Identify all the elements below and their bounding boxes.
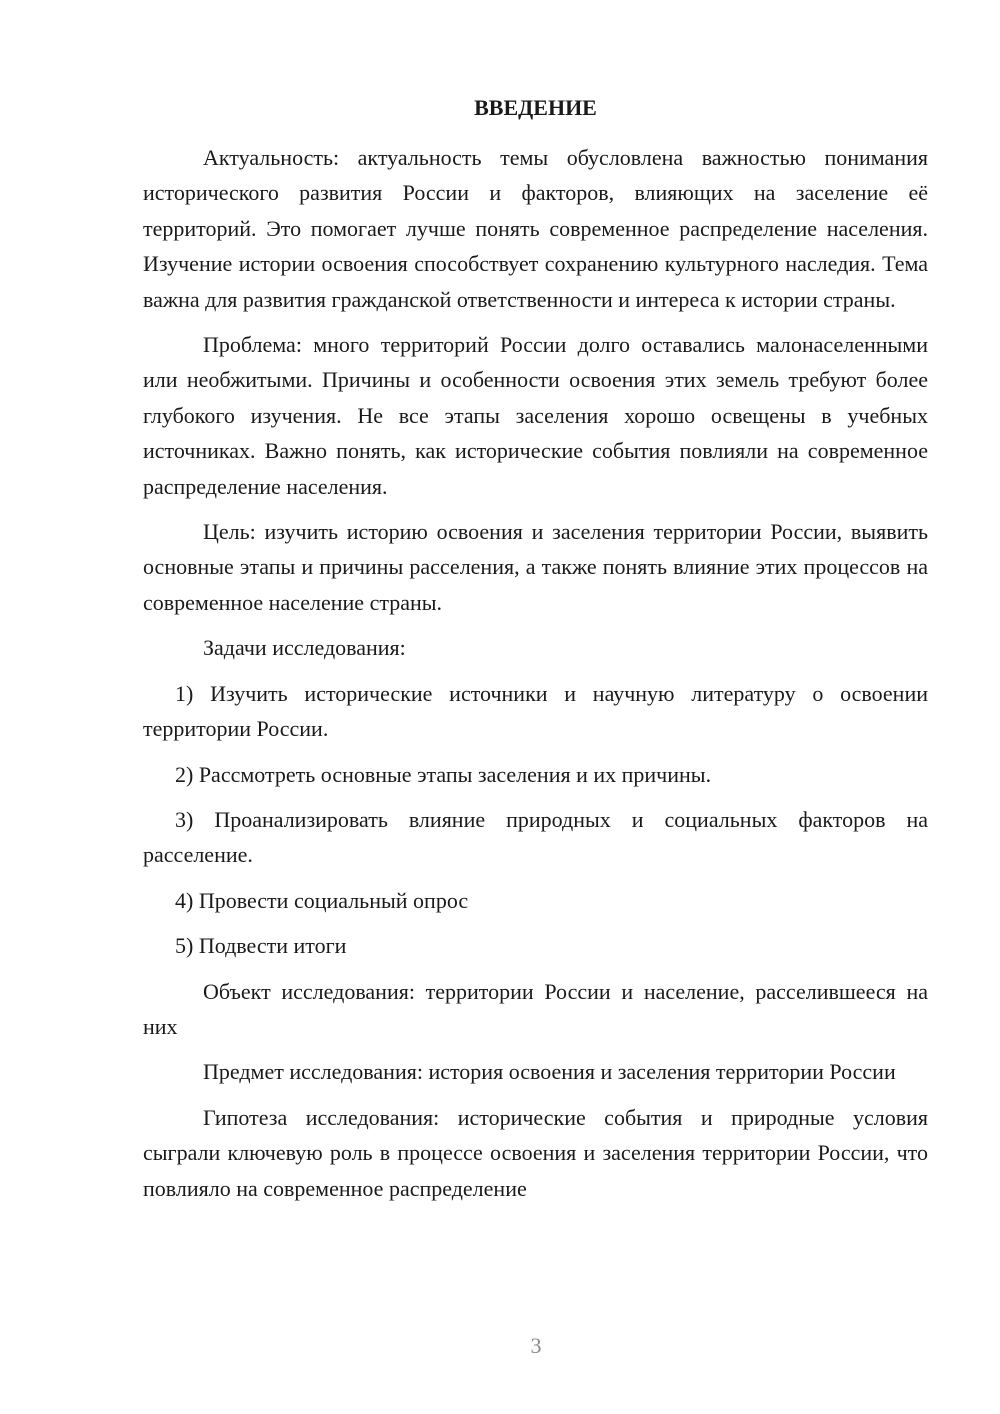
task-item-1: 1) Изучить исторические источники и научную литературу о освоении территории России. — [143, 680, 928, 742]
task-item-3: 3) Проанализировать влияние природных и социальных факторов на расселение. — [143, 806, 928, 868]
document-page — [143, 92, 928, 1216]
task-item-5: 5) Подвести итоги — [175, 933, 347, 959]
problem-paragraph: Проблема: много территорий России долго оставались малонаселенными или необжитыми. Причины и особенности освоения этих земель требуют более глубокого изучения. Не все этапы заселения хорошо освещены в учебных источниках. Важно понять, как исторические события повлияли на современное распределение населения. — [143, 332, 928, 499]
goal-paragraph: Цель: изучить историю освоения и заселения территории России, выявить основные этапы и причины расселения, а также понять влияние этих процессов на современное население страны. — [143, 519, 928, 615]
page-title: ВВЕДЕНИЕ — [474, 95, 597, 120]
page-number: 3 — [530, 1333, 542, 1358]
relevance-paragraph: Актуальность: актуальность темы обусловлена важностью понимания исторического развития России и факторов, влияющих на заселение её территорий. Это помогает лучше понять современное распределение населения. Изучение истории освоения способствует сохранению культурного наследия. Тема важна для развития гражданской ответственности и интереса к истории страны. — [143, 145, 928, 312]
subject-paragraph: Предмет исследования: история освоения и заселения территории России — [203, 1059, 896, 1085]
task-item-2: 2) Рассмотреть основные этапы заселения и их причины. — [175, 761, 712, 787]
hypothesis-paragraph: Гипотеза исследования: исторические события и природные условия сыграли ключевую роль в процессе освоения и заселения территории России, что повлияло на современное распределение — [143, 1104, 928, 1201]
object-paragraph: Объект исследования: территории России и население, расселившееся на них — [143, 978, 928, 1039]
task-item-4: 4) Провести социальный опрос — [175, 887, 469, 913]
tasks-heading: Задачи исследования: — [203, 635, 406, 661]
